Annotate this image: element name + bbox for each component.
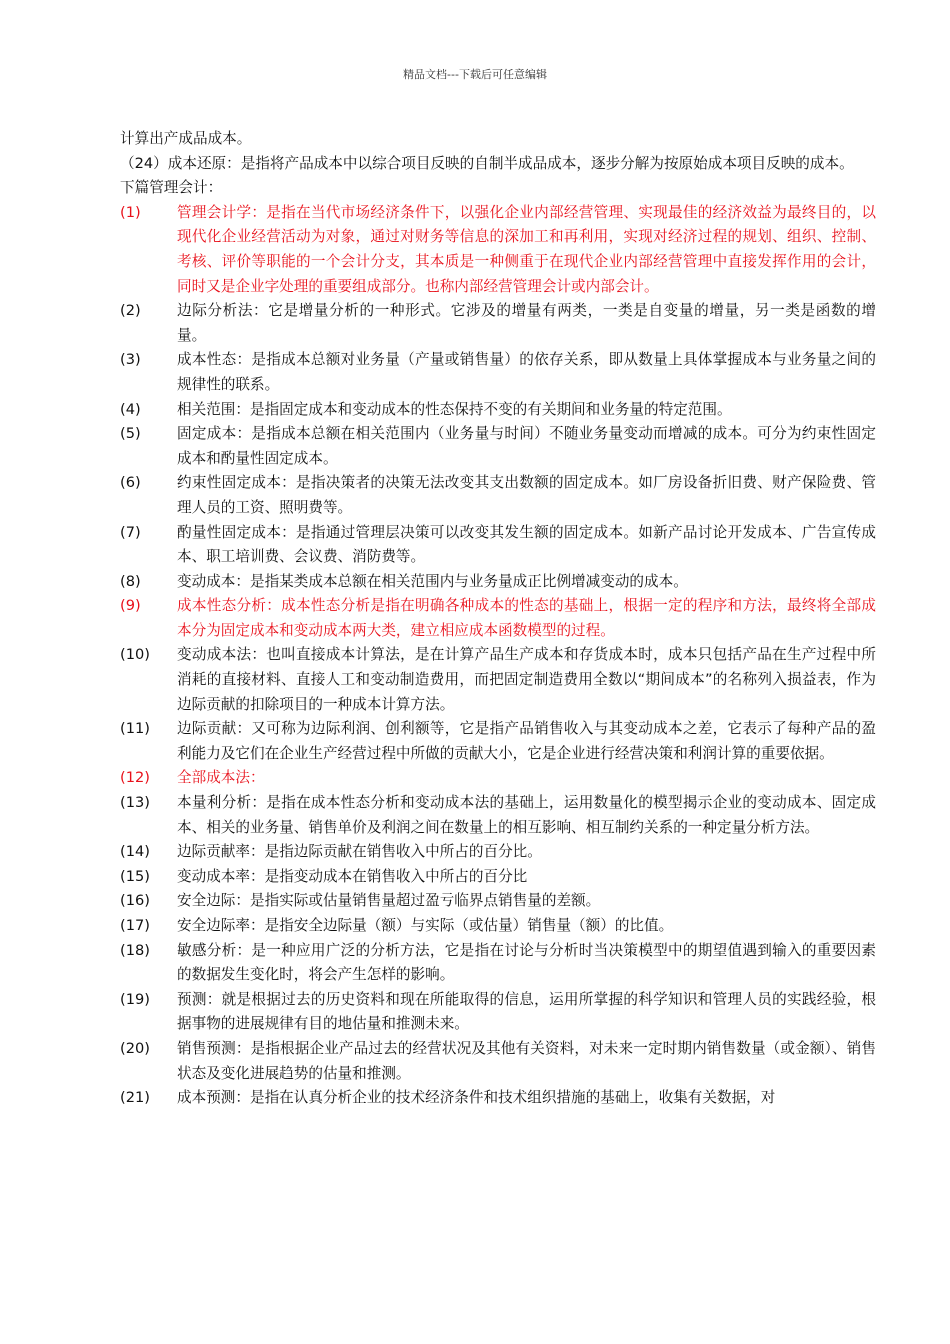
item-number: (12)	[120, 769, 150, 787]
item-text: 成本预测：是指在认真分析企业的技术经济条件和技术组织措施的基础上，收集有关数据，对	[177, 1089, 776, 1107]
definition-item	[120, 939, 876, 988]
item-text: 预测：就是根据过去的历史资料和现在所能取得的信息，运用所掌握的科学知识和管理人员的实践经验，根据事物的进展规律有目的地估量和推测未来。	[177, 990, 876, 1033]
item-number: (10)	[120, 646, 150, 664]
definition-item	[120, 398, 876, 423]
definition-item	[120, 865, 876, 890]
definition-item	[120, 791, 876, 840]
document-body	[120, 127, 876, 1111]
item-text: 边际贡献：又可称为边际利润、创利额等，它是指产品销售收入与其变动成本之差，它表示了每种产品的盈利能力及它们在企业生产经营过程中所做的贡献大小，它是企业进行经营决策和利润计算的重要依据。	[177, 720, 876, 762]
definition-item	[120, 889, 876, 914]
item-number: (3)	[120, 351, 141, 369]
item-number: (6)	[120, 474, 141, 492]
definition-item	[120, 766, 876, 791]
definition-item	[120, 840, 876, 865]
item-text: 安全边际率：是指安全边际量（额）与实际（或估量）销售量（额）的比值。	[177, 917, 674, 934]
item-number: (9)	[120, 597, 141, 615]
definition-item	[120, 717, 876, 766]
item-number: (15)	[120, 867, 150, 885]
item-text: 固定成本：是指成本总额在相关范围内（业务量与时间）不随业务量变动而增减的成本。可分为约束性固定成本和酌量性固定成本。	[177, 425, 876, 467]
definition-item	[120, 988, 876, 1037]
item-text: 约束性固定成本：是指决策者的决策无法改变其支出数额的固定成本。如厂房设备折旧费、财产保险费、管理人员的工资、照明费等。	[177, 474, 876, 516]
item-text: 安全边际：是指实际或估量销售量超过盈亏临界点销售量的差额。	[177, 892, 601, 910]
item-number: (19)	[120, 990, 150, 1008]
definition-item	[120, 914, 876, 939]
intro-line: （24）成本还原：是指将产品成本中以综合项目反映的自制半成品成本，逐步分解为按原始成本项目反映的成本。	[120, 154, 854, 172]
item-number: (2)	[120, 302, 141, 320]
item-text: 变动成本法：也叫直接成本计算法，是在计算产品生产成本和存货成本时，成本只包括产品在生产过程中所消耗的直接材料、直接人工和变动制造费用，而把固定制造费用全数以“期间成本”的名称列入损益表，作为边际贡献的扣除项目的一种成本计算方法。	[177, 646, 876, 713]
item-text: 变动成本率：是指变动成本在销售收入中所占的百分比	[177, 867, 528, 885]
definition-item	[120, 1037, 876, 1086]
definition-item	[120, 594, 876, 643]
item-text: 相关范围：是指固定成本和变动成本的性态保持不变的有关期间和业务量的特定范围。	[177, 400, 732, 418]
item-number: (8)	[120, 572, 141, 590]
item-number: (18)	[120, 941, 150, 959]
definition-item	[120, 422, 876, 471]
definition-item	[120, 521, 876, 570]
definition-item	[120, 471, 876, 520]
item-number: (20)	[120, 1039, 150, 1057]
definition-item	[120, 299, 876, 348]
definition-list	[120, 201, 876, 1111]
item-number: (13)	[120, 794, 150, 812]
item-number: (5)	[120, 425, 141, 443]
item-text: 变动成本：是指某类成本总额在相关范围内与业务量成正比例增减变动的成本。	[177, 572, 688, 590]
item-text: 成本性态分析：成本性态分析是指在明确各种成本的性态的基础上，根据一定的程序和方法，最终将全部成本分为固定成本和变动成本两大类，建立相应成本函数模型的过程。	[177, 597, 876, 639]
item-number: (4)	[120, 400, 141, 418]
item-number: (1)	[120, 203, 141, 221]
item-text: 成本性态：是指成本总额对业务量（产量或销售量）的依存关系，即从数量上具体掌握成本与业务量之间的规律性的联系。	[177, 351, 876, 393]
section-heading: 下篇管理会计：	[120, 179, 223, 197]
item-text: 酌量性固定成本：是指通过管理层决策可以改变其发生额的固定成本。如新产品讨论开发成本、广告宣传成本、职工培训费、会议费、消防费等。	[177, 523, 876, 566]
page-header: 精品文档---下载后可任意编辑	[403, 68, 547, 81]
definition-item	[120, 643, 876, 717]
item-text: 边际分析法：它是增量分析的一种形式。它涉及的增量有两类，一类是自变量的增量，另一类是函数的增量。	[177, 302, 876, 344]
item-number: (17)	[120, 917, 150, 934]
item-text: 管理会计学：是指在当代市场经济条件下，以强化企业内部经营管理、实现最佳的经济效益为最终目的，以现代化企业经营活动为对象，通过对财务等信息的深加工和再利用，实现对经济过程的规划、组织、控制、考核、评价等职能的一个会计分支，其本质是一种侧重于在现代企业内部经营管理中直接发挥作用的会计，同时又是企业字处理的重要组成部分。也称内部经营管理会计或内部会计。	[177, 203, 876, 295]
item-number: (7)	[120, 523, 141, 541]
intro-line: 计算出产成品成本。	[120, 130, 252, 147]
item-number: (14)	[120, 843, 150, 861]
item-text: 全部成本法：	[177, 769, 265, 787]
item-number: (16)	[120, 892, 150, 910]
definition-item	[120, 570, 876, 595]
definition-item	[120, 348, 876, 397]
item-text: 本量利分析：是指在成本性态分析和变动成本法的基础上，运用数量化的模型揭示企业的变动成本、固定成本、相关的业务量、销售单价及利润之间在数量上的相互影响、相互制约关系的一种定量分析方法。	[177, 794, 876, 836]
definition-item	[120, 201, 876, 299]
item-text: 边际贡献率：是指边际贡献在销售收入中所占的百分比。	[177, 843, 542, 861]
item-number: (21)	[120, 1089, 150, 1107]
item-text: 销售预测：是指根据企业产品过去的经营状况及其他有关资料，对未来一定时期内销售数量（或金额）、销售状态及变化进展趋势的估量和推测。	[177, 1039, 876, 1082]
definition-item	[120, 1086, 876, 1111]
item-text: 敏感分析：是一种应用广泛的分析方法，它是指在讨论与分析时当决策模型中的期望值遇到输入的重要因素的数据发生变化时，将会产生怎样的影响。	[177, 941, 876, 984]
item-number: (11)	[120, 720, 150, 738]
